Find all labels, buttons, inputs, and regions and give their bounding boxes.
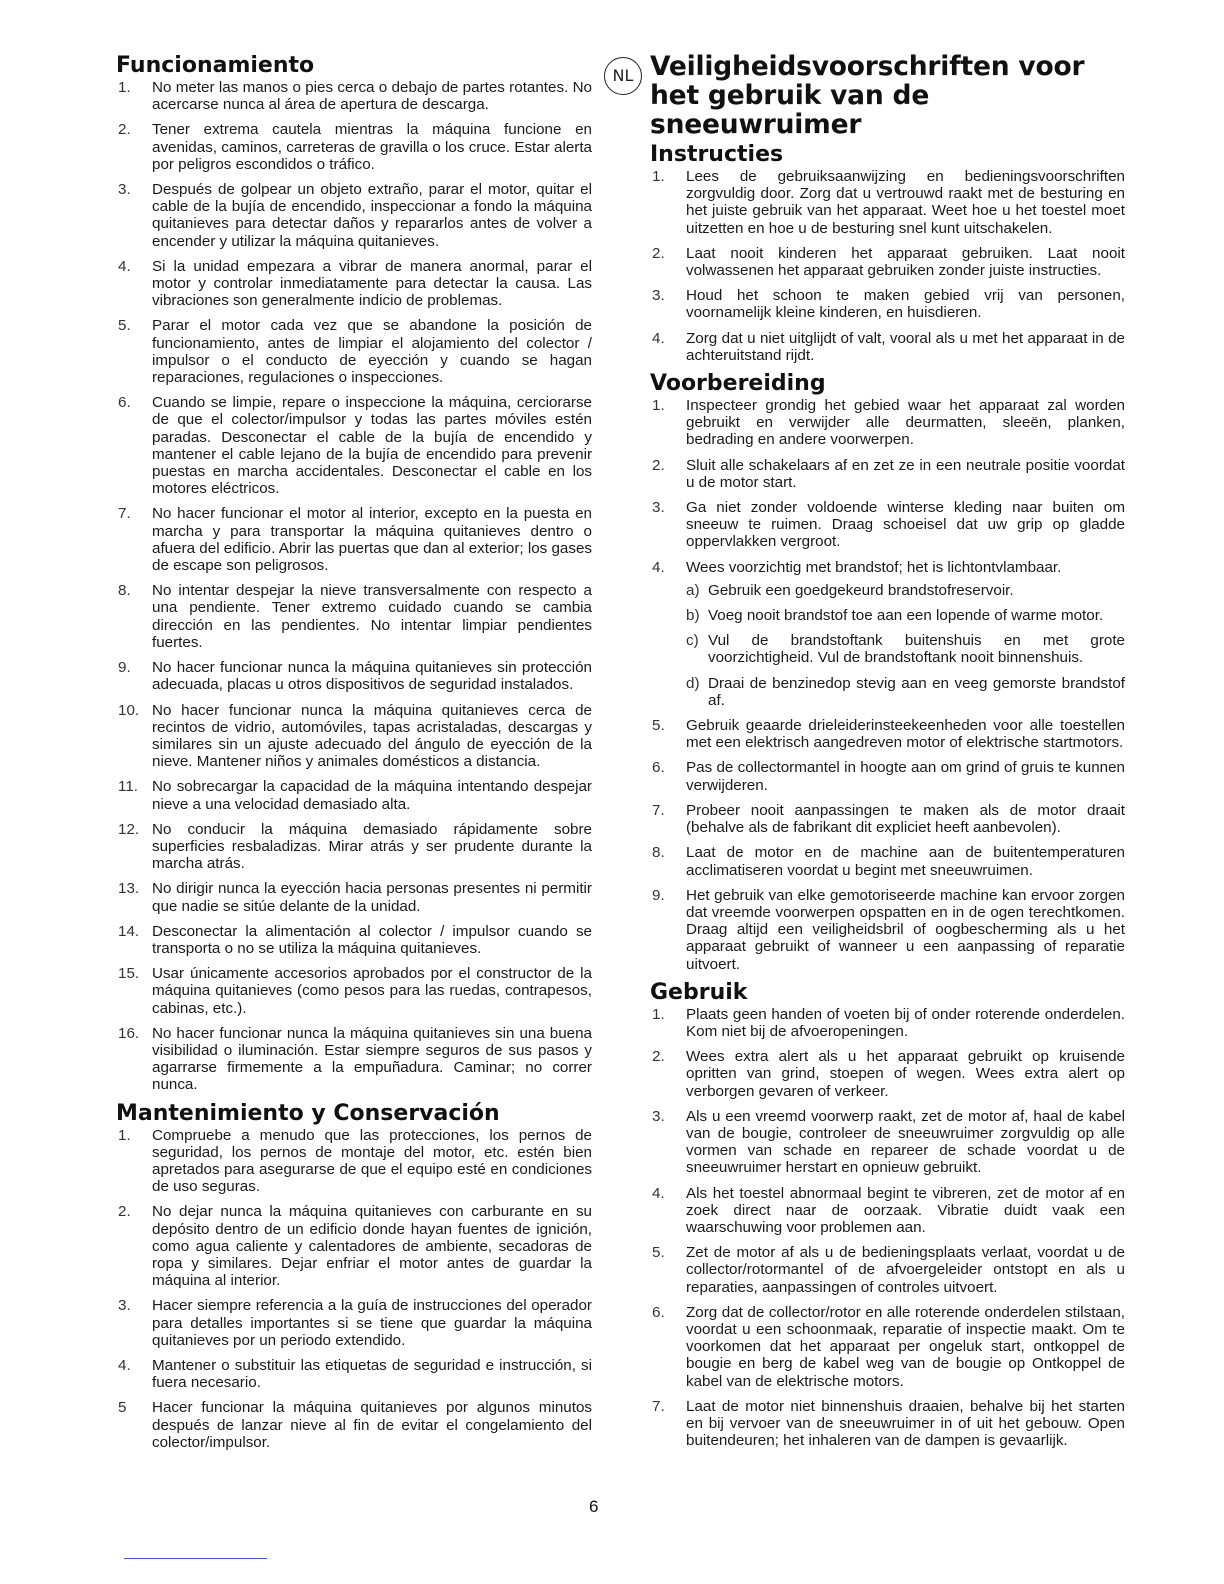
list-item: [650, 1398, 1125, 1450]
item-text: Als u een vreemd voorwerp raakt, zet de motor af, haal de kabel van de bougie, controleer de sneeuwruimer zorgvuldig op alle vormen van schade en repareer de schade voordat u de sneeuwruimer herstart en opnieuw gebruikt.: [686, 1107, 1125, 1177]
item-number: 5: [118, 1399, 127, 1417]
item-text: No hacer funcionar el motor al interior, excepto en la puesta en marcha y para transportar la máquina quitanieves dentro o afuera del edificio. Abrir las puertas que dan al exterior; los gases de escape son peligrosos.: [152, 505, 592, 575]
list-item: [650, 717, 1125, 751]
item-number: 6.: [118, 394, 131, 412]
item-text: Desconectar la alimentación al colector / impulsor cuando se transporta o no se utiliza la máquina quitanieves.: [152, 922, 592, 957]
list-item: [116, 181, 592, 250]
item-text: Lees de gebruiksaanwijzing en bedieningsvoorschriften zorgvuldig door. Zorg dat u vertrouwd raakt met de besturing en het juiste gebruik van het apparaat. Weet hoe u het toestel moet uitzetten en hoe u de besturing snel kunt uitschakelen.: [686, 168, 1125, 237]
sub-item-text: Vul de brandstoftank buitenshuis en met grote voorzichtigheid. Vul de brandstoftank nooit binnenshuis.: [708, 632, 1125, 667]
sub-item-text: Draai de benzinedop stevig aan en veeg gemorste brandstof af.: [708, 674, 1125, 709]
list-item: [650, 245, 1125, 279]
item-text: Houd het schoon te maken gebied vrij van personen, voornamelijk kleine kinderen, en huisdieren.: [686, 287, 1125, 322]
funcionamiento-list: [116, 79, 592, 1094]
footer-divider: [124, 1558, 267, 1559]
list-item: [650, 1006, 1125, 1040]
item-text: Laat de motor niet binnenshuis draaien, behalve bij het starten en bij vervoer van de sneeuwruimer in of uit het gebouw. Open buitendeuren; het inhaleren van de dampen is gevaarlijk.: [686, 1397, 1125, 1450]
item-text: No conducir la máquina demasiado rápidamente sobre superficies resbaladizas. Mirar atrás y ser prudente durante la marcha atrás.: [152, 820, 592, 873]
item-text: No intentar despejar la nieve transversalmente con respecto a una pendiente. Tener extremo cuidado cuando se cambia dirección en las pendientes. No intentar limpiar pendientes fuertes.: [152, 582, 592, 651]
item-text: No dejar nunca la máquina quitanieves con carburante en su depósito dentro de un edificio donde hayan fuentes de ignición, como agua caliente y calentadores de ambiente, secadoras de ropa y similares. Dejar enfriar el motor antes de guardar la máquina al interior.: [152, 1203, 592, 1290]
item-number: 5.: [652, 1244, 665, 1262]
item-text: Mantener o substituir las etiquetas de seguridad e instrucción, si fuera necesario.: [152, 1357, 592, 1392]
item-text: Ga niet zonder voldoende winterse kleding naar buiten om sneeuw te ruimen. Draag schoeisel dat uw grip op gladde oppervlakken vergroot.: [686, 499, 1125, 551]
item-number: 1.: [118, 79, 131, 96]
item-text: Sluit alle schakelaars af en zet ze in een neutrale positie voordat u de motor start.: [686, 456, 1125, 491]
item-number: 3.: [652, 1107, 665, 1125]
item-number: 3.: [118, 1297, 131, 1315]
item-number: 3.: [652, 499, 665, 517]
item-text: No sobrecargar la capacidad de la máquina intentando despejar nieve a una velocidad demasiado alta.: [152, 778, 592, 813]
list-item: [116, 317, 592, 386]
item-number: 1.: [652, 168, 665, 185]
list-item: [116, 505, 592, 574]
list-item: [116, 1025, 592, 1094]
list-item: [116, 778, 592, 812]
item-number: 4.: [652, 1184, 665, 1202]
item-number: 10.: [118, 701, 140, 719]
page-title: Veiligheidsvoorschriften voor het gebruik van de sneeuwruimer: [650, 51, 1085, 140]
item-text: Wees extra alert als u het apparaat gebruikt op kruisende opritten van grind, stoepen of wegen. Wees extra alert op verborgen gevaren of verkeer.: [686, 1048, 1125, 1100]
item-number: 16.: [118, 1024, 140, 1042]
item-number: 1.: [652, 1005, 665, 1023]
item-text: Parar el motor cada vez que se abandone la posición de funcionamiento, antes de limpiar el alojamiento del colector / impulsor o el conducto de eyección y cuando se hagan reparaciones, regulaciones o inspecciones.: [152, 317, 592, 387]
item-text: Hacer siempre referencia a la guía de instrucciones del operador para detalles importantes si se tiene que guardar la máquina quitanieves por un periodo extendido.: [152, 1297, 592, 1349]
right-column: [650, 50, 1125, 1457]
list-item: [650, 287, 1125, 321]
sub-list-item: [686, 632, 1125, 666]
list-item: [116, 821, 592, 873]
item-number: 1.: [118, 1126, 131, 1144]
item-text: No hacer funcionar nunca la máquina quitanieves sin protección adecuada, placas u otros dispositivos de seguridad instalados.: [152, 659, 592, 694]
item-text: No hacer funcionar nunca la máquina quitanieves sin una buena visibilidad o iluminación. Estar siempre seguros de sus pasos y agarrarse firmemente a la empuñadura. Caminar; no correr nunca.: [152, 1024, 592, 1094]
item-number: 3.: [652, 287, 665, 305]
item-text: No dirigir nunca la eyección hacia personas presentes ni permitir que nadie se sitúe delante de la unidad.: [152, 880, 592, 915]
item-number: 2.: [118, 121, 131, 139]
list-item: [650, 1304, 1125, 1390]
section-title-funcionamiento: Funcionamiento: [116, 53, 315, 78]
list-item: [650, 1108, 1125, 1177]
sub-list-item: [686, 675, 1125, 709]
list-item: [650, 1185, 1125, 1237]
list-item: [650, 802, 1125, 836]
item-number: 4.: [118, 257, 131, 275]
item-text: Hacer funcionar la máquina quitanieves por algunos minutos después de lanzar nieve al fin de evitar el congelamiento del colector/impulsor.: [152, 1399, 592, 1451]
page-number: 6: [589, 1497, 599, 1516]
item-number: 7.: [118, 505, 131, 523]
item-text: Plaats geen handen of voeten bij of onder roterende onderdelen. Kom niet bij de afvoeropeningen.: [686, 1005, 1125, 1040]
item-number: 6.: [652, 1303, 665, 1321]
item-text: Zorg dat u niet uitglijdt of valt, vooral als u met het apparaat in de achteruitstand rijdt.: [686, 329, 1125, 364]
list-item: [116, 1399, 592, 1451]
list-item: [116, 258, 592, 310]
list-item: [116, 965, 592, 1017]
sub-list: [686, 582, 1125, 709]
item-text: Het gebruik van elke gemotoriseerde machine kan ervoor zorgen dat vreemde voorwerpen opspatten en in de ogen terechtkomen. Draag altijd een veiligheidsbril of oogbescherming als u het apparaat gebruikt of wanneer u een aanpassing of reparatie uitvoert.: [686, 886, 1125, 973]
item-number: 8.: [652, 844, 665, 862]
list-item: [650, 397, 1125, 449]
item-number: 12.: [118, 820, 140, 838]
item-text: Wees voorzichtig met brandstof; het is lichtontvlambaar.: [686, 558, 1062, 576]
item-text: Pas de collectormantel in hoogte aan om grind of gruis te kunnen verwijderen.: [686, 759, 1125, 794]
language-badge-nl: NL: [604, 57, 642, 95]
item-number: 3.: [118, 181, 131, 199]
list-item: [116, 582, 592, 651]
list-item: [116, 923, 592, 957]
list-item: [116, 79, 592, 113]
list-item: [116, 394, 592, 497]
list-item: [650, 1048, 1125, 1100]
item-number: 1.: [652, 397, 665, 415]
sub-list-item: [686, 582, 1125, 599]
item-text: Als het toestel abnormaal begint te vibreren, zet de motor af en zoek direct naar de oorzaak. Vibratie duidt vaak een waarschuwing voor problemen aan.: [686, 1184, 1125, 1236]
gebruik-list: [650, 1006, 1125, 1450]
list-item: [116, 880, 592, 914]
list-item: [650, 457, 1125, 491]
item-text: No meter las manos o pies cerca o debajo de partes rotantes. No acercarse nunca al área de apertura de descarga.: [152, 79, 592, 114]
item-text: Zet de motor af als u de bedieningsplaats verlaat, voordat u de collector/rotormantel of de afvoergeleider ontstopt en als u reparaties, aanpassingen of controles uitvoert.: [686, 1244, 1125, 1296]
item-number: 2.: [652, 456, 665, 474]
item-text: Usar únicamente accesorios aprobados por el constructor de la máquina quitanieves (como pesos para las ruedas, contrapesos, cabinas, etc.).: [152, 965, 592, 1017]
list-item: [650, 168, 1125, 237]
item-text: Después de golpear un objeto extraño, parar el motor, quitar el cable de la bujía de encendido, inspeccionar a fondo la máquina quitanieves para detectar daños y repararlos antes de volver a encender y utilizar la máquina quitanieves.: [152, 181, 592, 250]
list-item: [650, 759, 1125, 793]
sub-item-letter: c): [686, 632, 699, 650]
section-title-gebruik: Gebruik: [650, 979, 748, 1005]
item-number: 4.: [652, 558, 665, 576]
sub-item-text: Voeg nooit brandstof toe aan een lopende of warme motor.: [708, 607, 1104, 625]
item-number: 9.: [118, 659, 131, 677]
list-item: [650, 844, 1125, 878]
item-number: 14.: [118, 922, 140, 940]
item-number: 2.: [118, 1203, 131, 1221]
list-item: [116, 659, 592, 693]
list-item: [650, 1244, 1125, 1296]
item-number: 7.: [652, 801, 665, 819]
section-title-instructies: Instructies: [650, 142, 784, 167]
item-number: 9.: [652, 886, 665, 904]
item-number: 15.: [118, 965, 140, 983]
item-number: 2.: [652, 244, 665, 262]
sub-item-letter: b): [686, 607, 700, 625]
item-text: Laat nooit kinderen het apparaat gebruiken. Laat nooit volwassenen het apparaat gebruiken zonder juiste instructies.: [686, 244, 1125, 280]
item-number: 4.: [118, 1357, 131, 1374]
item-number: 13.: [118, 880, 140, 898]
item-text: No hacer funcionar nunca la máquina quitanieves cerca de recintos de vidrio, automóviles, tapas acristaladas, descargas y similares sin un ajuste adecuado del ángulo de eyección de la nieve. Mantener niños y animales domésticos a distancia.: [152, 701, 592, 771]
mantenimiento-list: [116, 1127, 592, 1451]
list-item: [650, 499, 1125, 551]
item-number: 2.: [652, 1048, 665, 1066]
item-number: 11.: [118, 778, 138, 796]
item-number: 5.: [118, 317, 131, 335]
item-text: Gebruik geaarde drieleiderinsteekeenheden voor alle toestellen met een elektrisch aangedreven motor of elektrische startmotors.: [686, 717, 1125, 752]
voorbereiding-list: [650, 397, 1125, 973]
item-number: 7.: [652, 1397, 665, 1415]
sub-item-letter: a): [686, 581, 700, 599]
item-text: Zorg dat de collector/rotor en alle roterende onderdelen stilstaan, voordat u een schoonmaak, reparatie of inspectie maakt. Om te voorkomen dat het apparaat per ongeluk start, ontkoppel de bougie en berg de kabel weg van de bougie op Ontkoppel de kabel van de elektrische motors.: [686, 1303, 1125, 1390]
item-number: 4.: [652, 329, 665, 347]
section-title-voorbereiding: Voorbereiding: [650, 371, 826, 397]
item-text: Si la unidad empezara a vibrar de manera anormal, parar el motor y controlar inmediatamente para detectar la causa. Las vibraciones son generalmente indicio de problemas.: [152, 257, 592, 310]
item-number: 8.: [118, 582, 131, 600]
list-item: [116, 702, 592, 771]
instructies-list: [650, 168, 1125, 364]
list-item: [116, 1203, 592, 1289]
item-text: Laat de motor en de machine aan de buitentemperaturen acclimatiseren voordat u begint met sneeuwruimen.: [686, 844, 1125, 879]
item-number: 5.: [652, 717, 665, 735]
item-text: Tener extrema cautela mientras la máquina funcione en avenidas, caminos, carreteras de gravilla o los cruce. Estar alerta por peligros escondidos o tráfico.: [152, 121, 592, 173]
section-title-mantenimiento: Mantenimiento y Conservación: [116, 1100, 500, 1126]
item-text: Inspecteer grondig het gebied waar het apparaat zal worden gebruikt en verwijder alle deurmatten, sleeën, planken, bedrading en andere voorwerpen.: [686, 397, 1125, 449]
list-item: [650, 887, 1125, 973]
item-number: 6.: [652, 759, 665, 777]
list-item: [116, 1357, 592, 1391]
sub-item-letter: d): [686, 674, 700, 692]
item-text: Cuando se limpie, repare o inspeccione la máquina, cerciorarse de que el colector/impulsor y todas las partes móviles estén paradas. Desconectar el cable de la bujía de encendido y mantener el cable lejano de la bujía de encendido para prevenir puestas en marcha accidentales. Desconectar el cable en los motores eléctricos.: [152, 394, 592, 498]
list-item: [650, 330, 1125, 364]
list-item: [650, 559, 1125, 709]
list-item: [116, 1127, 592, 1196]
left-column: [116, 50, 592, 1459]
list-item: [116, 1297, 592, 1349]
item-text: Probeer nooit aanpassingen te maken als de motor draait (behalve als de fabrikant dit expliciet heeft aanbevolen).: [686, 801, 1125, 837]
item-text: Compruebe a menudo que las protecciones, los pernos de seguridad, los pernos de montaje del motor, etc. estén bien apretados para asegurarse de que el equipo esté en condiciones de uso seguras.: [152, 1126, 592, 1196]
sub-item-text: Gebruik een goedgekeurd brandstofreservoir.: [708, 581, 1014, 599]
list-item: [116, 121, 592, 173]
sub-list-item: [686, 607, 1125, 624]
